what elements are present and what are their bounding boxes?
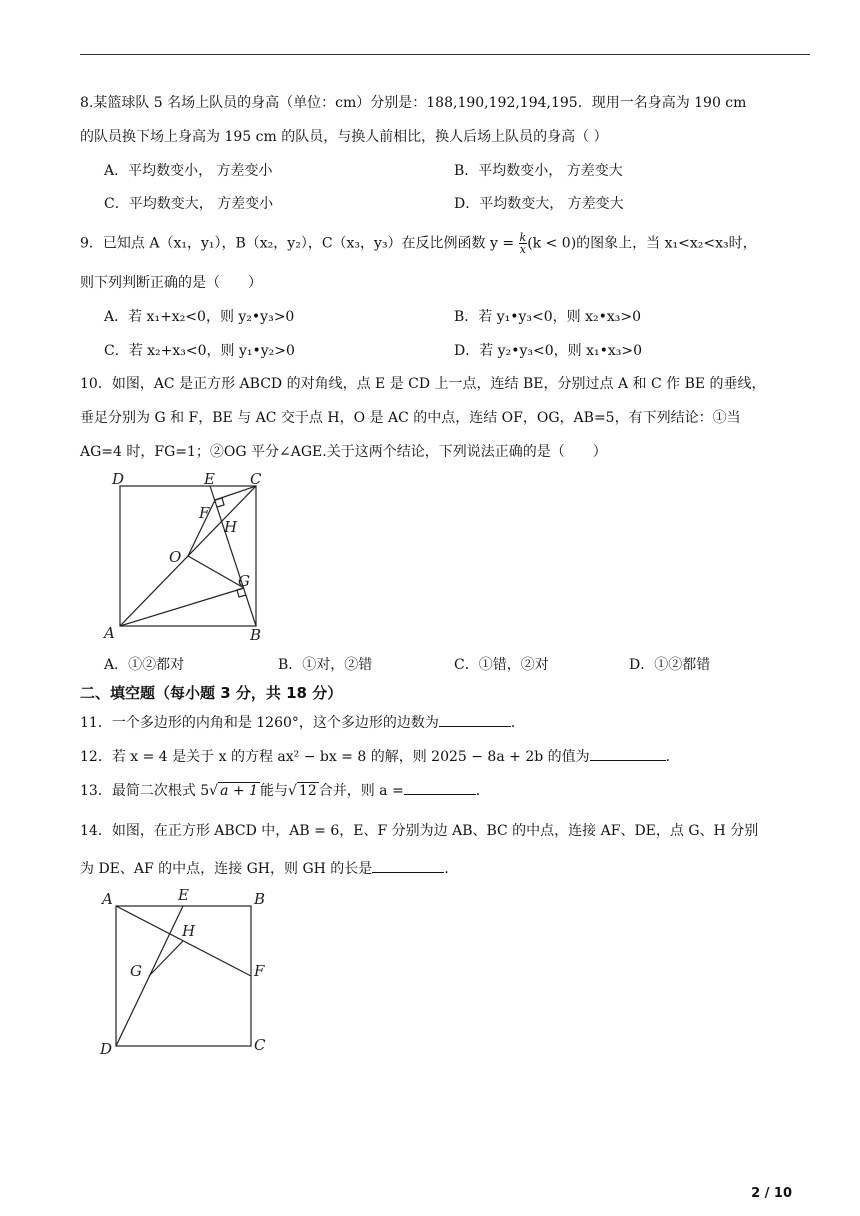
q9-fraction <box>519 232 528 255</box>
q13-radicand-2: 12 <box>298 783 317 799</box>
q13-end: ． <box>475 783 490 799</box>
q12-text: 12．若 x = 4 是关于 x 的方程 ax² − bx = 8 的解，则 2025 − 8a + 2b 的值为 <box>80 749 590 765</box>
q8-line2: 的队员换下场上身高为 195 cm 的队员，与换人前相比，换人后场上队员的身高（ ） <box>80 129 608 145</box>
q11-text: 11．一个多边形的内角和是 1260°，这个多边形的边数为 <box>80 715 439 731</box>
q13-radicand-1: a + 1 <box>220 783 258 799</box>
label-b: B <box>254 890 266 908</box>
label-o: O <box>169 548 182 566</box>
q14-figure <box>96 884 276 1059</box>
q14-line2 <box>80 858 458 878</box>
label-g: G <box>130 962 142 980</box>
q12-answer-blank[interactable] <box>590 748 666 761</box>
q14-text: 为 DE、AF 的中点，连接 GH，则 GH 的长是 <box>80 861 373 877</box>
q9-line1-post: (k < 0)的图象上，当 x₁<x₂<x₃时， <box>527 235 757 252</box>
q12 <box>80 746 680 766</box>
q8-option-a: A．平均数变小， 方差变小 <box>104 163 273 179</box>
q12-end: ． <box>665 749 680 765</box>
label-c: C <box>254 1036 266 1054</box>
label-g: G <box>238 572 250 590</box>
q8-line1: 8.某篮球队 5 名场上队员的身高（单位：cm）分别是：188,190,192,194,195．现用一名身高为 190 cm <box>80 95 747 111</box>
q9-option-a: A．若 x₁+x₂<0，则 y₂•y₃>0 <box>104 309 295 325</box>
q10-line2: 垂足分别为 G 和 F，BE 与 AC 交于点 H，O 是 AC 的中点，连结 OF，OG，AB=5，有下列结论：①当 <box>80 410 741 426</box>
q10-line1: 10．如图，AC 是正方形 ABCD 的对角线，点 E 是 CD 上一点，连结 BE，分别过点 A 和 C 作 BE 的垂线， <box>80 376 766 392</box>
q8-option-b: B．平均数变小， 方差变大 <box>454 163 623 179</box>
q13-mid: 能与 <box>259 783 288 799</box>
label-f: F <box>199 504 210 522</box>
section-fill-in-title: 二、填空题（每小题 3 分，共 18 分） <box>80 684 343 702</box>
label-b: B <box>250 626 262 644</box>
q10-option-b: B．①对，②错 <box>278 657 373 673</box>
q11 <box>80 712 525 732</box>
q9-line1-pre: 9．已知点 A（x₁，y₁），B（x₂，y₂），C（x₃，y₃）在反比例函数 y = <box>80 235 519 252</box>
label-d: D <box>112 470 125 488</box>
label-h: H <box>182 922 196 940</box>
q10-option-a: A．①②都对 <box>104 657 185 673</box>
q10-line3: AG=4 时，FG=1；②OG 平分∠AGE.关于这两个结论，下列说法正确的是（ ） <box>80 444 607 460</box>
label-e: E <box>204 470 215 488</box>
q13 <box>80 780 490 800</box>
q10-figure <box>98 470 278 645</box>
page-number: 2 / 10 <box>751 1186 792 1201</box>
q14-answer-blank[interactable] <box>372 860 444 873</box>
q13-radical-sign-2: √ <box>287 783 297 799</box>
q13-answer-blank[interactable] <box>404 782 476 795</box>
q9-frac-den: x <box>519 243 526 256</box>
q10-option-d: D．①②都错 <box>629 657 711 673</box>
q9-option-c: C．若 x₂+x₃<0，则 y₁•y₂>0 <box>104 343 295 359</box>
label-d: D <box>100 1040 113 1058</box>
label-a: A <box>102 890 113 908</box>
q9-option-d: D．若 y₂•y₃<0，则 x₁•x₃>0 <box>454 343 642 359</box>
q10-line-og <box>188 556 244 588</box>
q9-option-b: B．若 y₁•y₃<0，则 x₂•x₃>0 <box>454 309 642 325</box>
q14-line1: 14．如图，在正方形 ABCD 中，AB = 6，E、F 分别为边 AB、BC 的中点，连接 AF、DE，点 G、H 分别 <box>80 823 759 839</box>
q8-option-d: D．平均数变大， 方差变大 <box>454 196 624 212</box>
q11-answer-blank[interactable] <box>439 714 511 727</box>
q13-condition: 合并，则 a = <box>318 783 404 799</box>
q13-radical-sign-1: √ <box>209 783 219 799</box>
q14-end: ． <box>444 861 459 877</box>
q8-option-c: C．平均数变大， 方差变小 <box>104 196 274 212</box>
q10-line-be <box>210 486 256 626</box>
q9-frac-num: k <box>519 231 527 244</box>
label-h: H <box>224 518 238 536</box>
label-e: E <box>178 886 189 904</box>
q14-line-gh <box>149 941 183 976</box>
label-f: F <box>254 962 265 980</box>
q10-option-c: C．①错，②对 <box>454 657 549 673</box>
q9-line2: 则下列判断正确的是（ ） <box>80 275 262 291</box>
q13-text: 13．最简二次根式 5 <box>80 783 210 799</box>
label-c: C <box>250 470 262 488</box>
q9-line1 <box>80 232 757 255</box>
q11-end: ． <box>510 715 525 731</box>
label-a: A <box>104 624 115 642</box>
header-rule <box>80 54 810 55</box>
